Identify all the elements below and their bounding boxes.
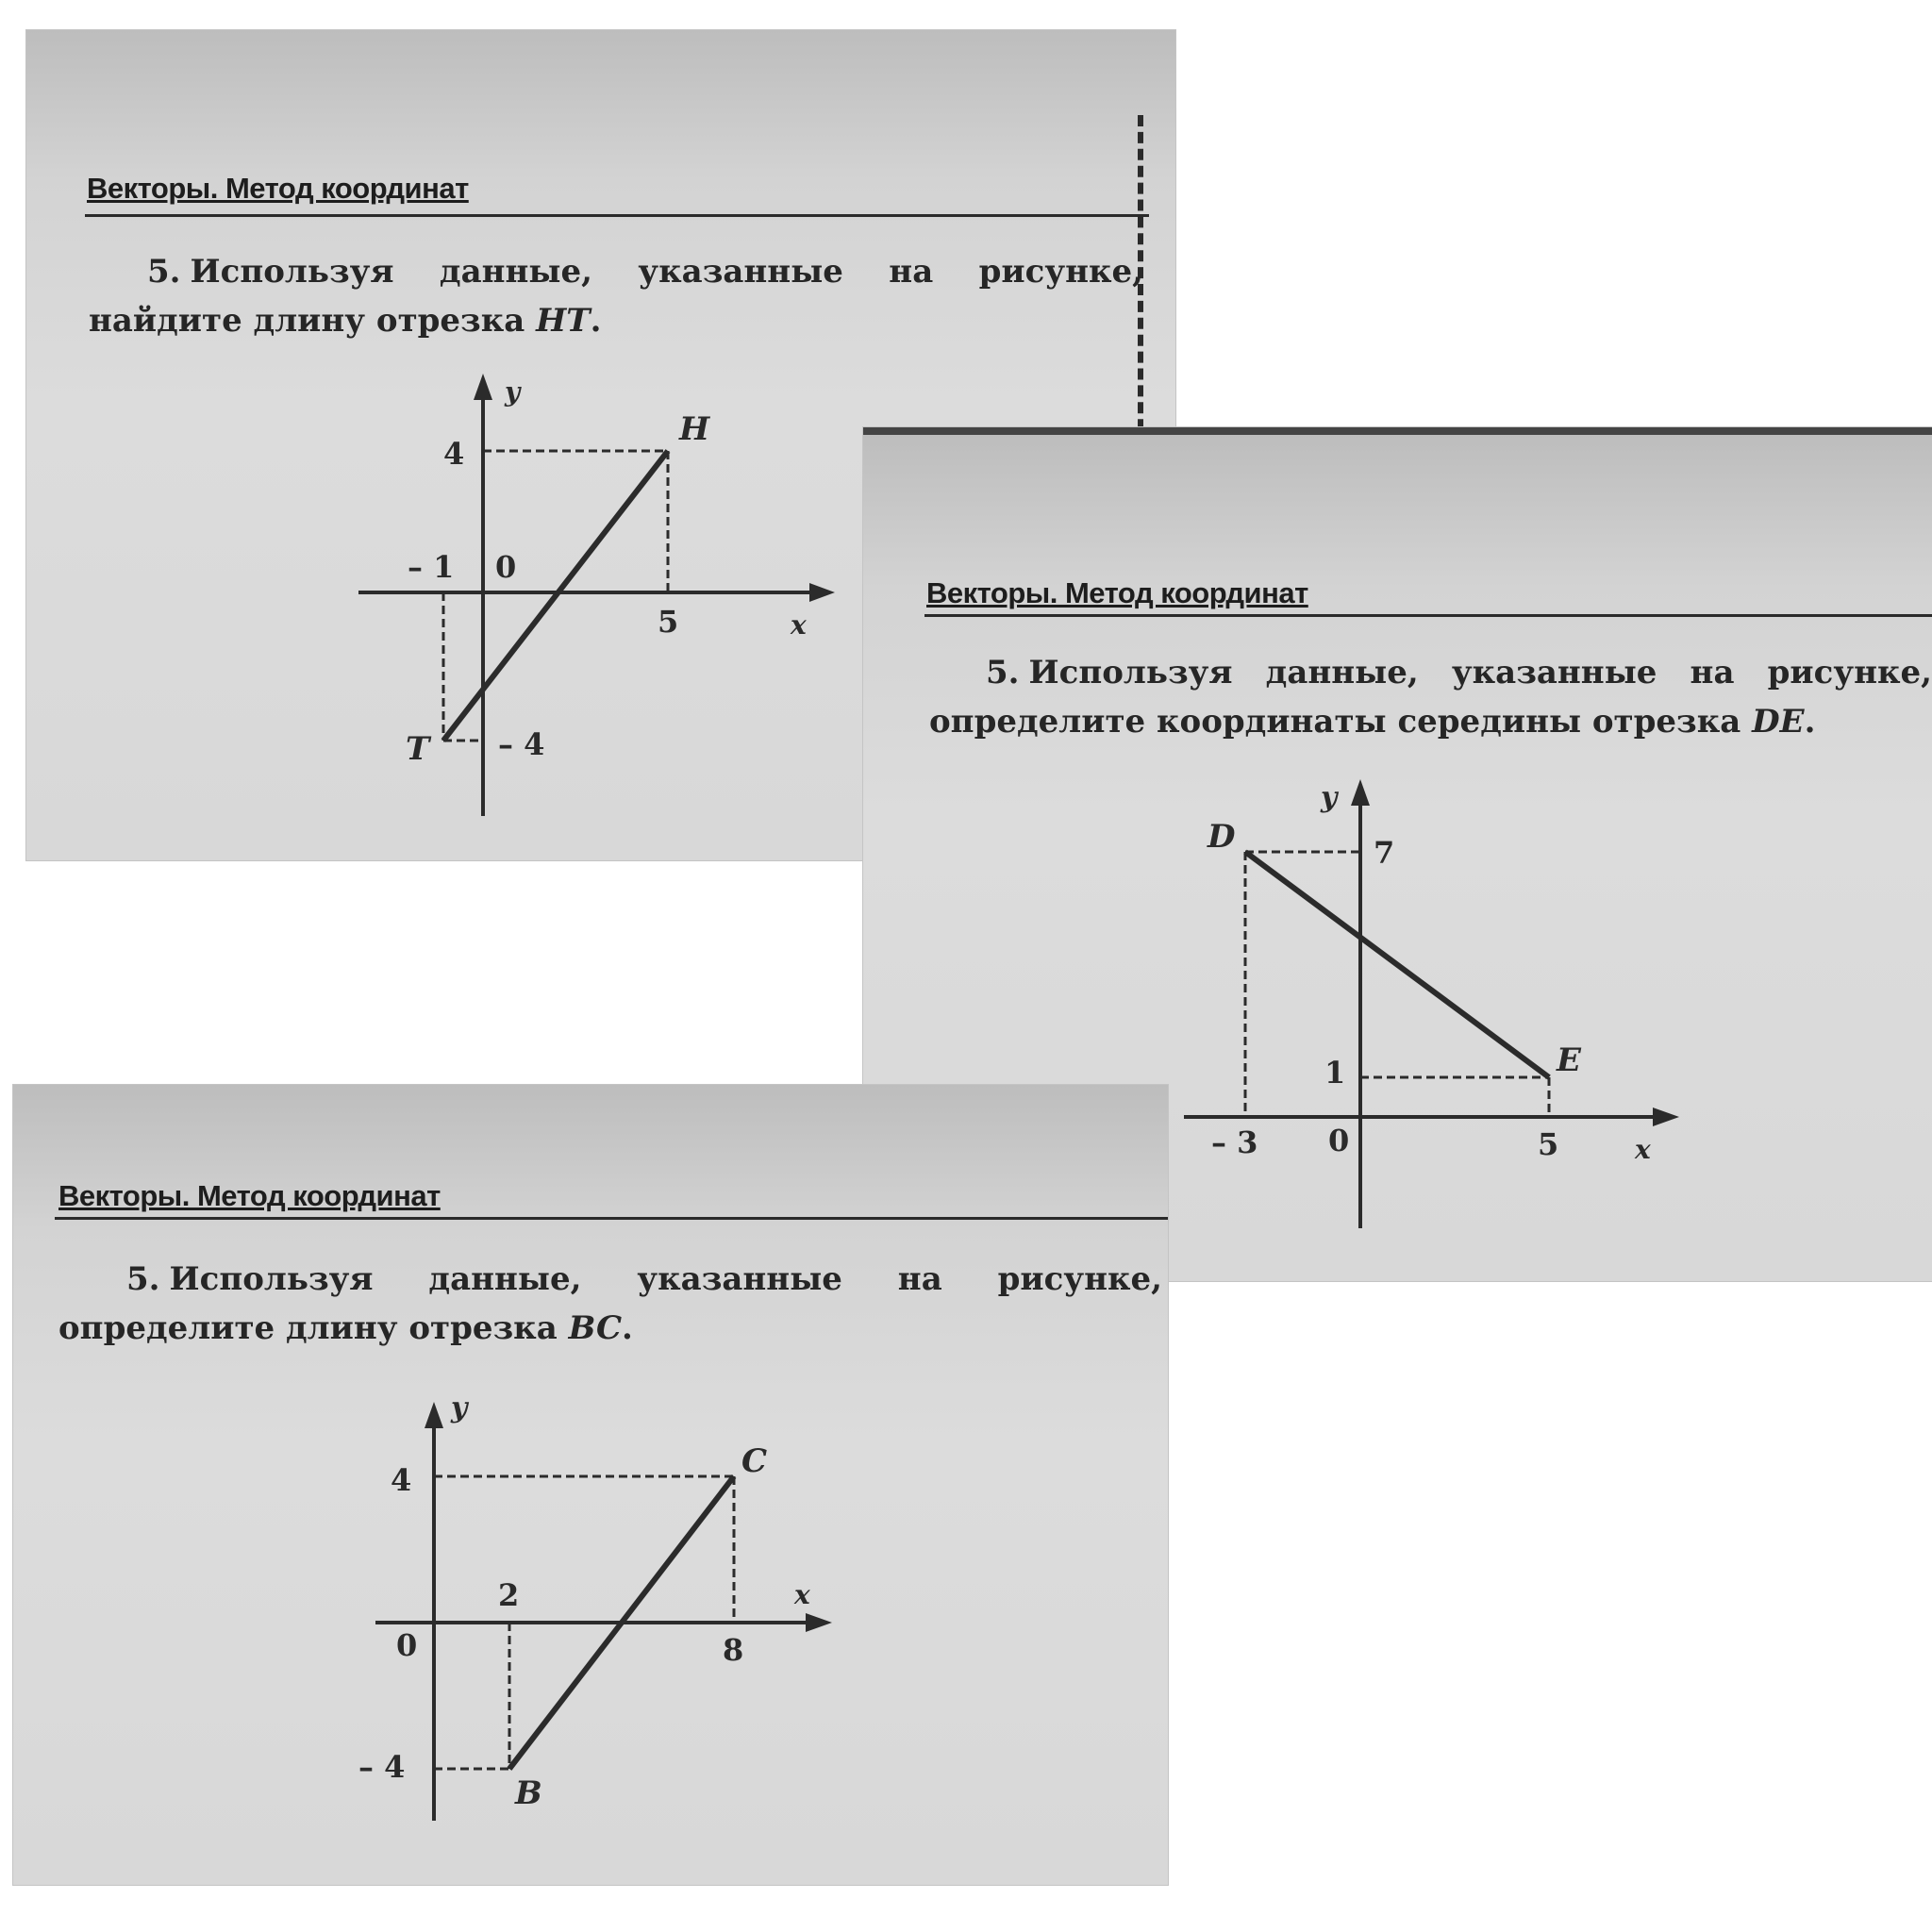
origin-label: 0 xyxy=(1328,1123,1350,1158)
tick-label: 5 xyxy=(1538,1126,1559,1162)
tick-label: 5 xyxy=(658,604,679,640)
problem-number: 5. xyxy=(147,253,181,291)
tick-label: – 1 xyxy=(408,549,455,585)
tick-label: 4 xyxy=(391,1462,412,1498)
problem-number: 5. xyxy=(986,654,1020,691)
axis-label-y: y xyxy=(451,1391,468,1424)
y-axis-arrow-icon xyxy=(425,1402,443,1428)
tick-label: 4 xyxy=(443,436,465,472)
tick-label: 2 xyxy=(498,1577,520,1613)
segment-name: BC xyxy=(568,1309,623,1347)
end-mark: . xyxy=(590,302,602,340)
tick-label: 8 xyxy=(723,1632,744,1668)
problem-statement: Используя данные, указанные на рисунке, найдите длину отрезка xyxy=(89,253,1143,340)
segment-name: DE xyxy=(1752,703,1805,741)
origin-label: 0 xyxy=(495,549,517,585)
problem-number: 5. xyxy=(126,1260,160,1298)
x-axis-arrow-icon xyxy=(806,1613,832,1632)
section-title: Векторы. Метод координат xyxy=(87,172,469,205)
axis-label-x: x xyxy=(791,609,807,641)
problem-statement: Используя данные, указанные на рисунке, определите длину отрезка xyxy=(58,1260,1162,1347)
point-label: C xyxy=(741,1442,768,1480)
axis-label-y: y xyxy=(505,376,521,408)
axis-label-y: y xyxy=(1321,781,1338,814)
origin-label: 0 xyxy=(396,1627,418,1663)
tick-label: – 3 xyxy=(1211,1124,1258,1160)
section-title: Векторы. Метод координат xyxy=(58,1179,441,1212)
tick-label: 1 xyxy=(1324,1055,1346,1091)
point-label: E xyxy=(1557,1041,1581,1079)
point-label: T xyxy=(406,730,430,768)
tick-label: 7 xyxy=(1374,835,1395,871)
end-mark: . xyxy=(622,1309,633,1347)
point-label: D xyxy=(1208,818,1236,856)
axis-label-x: x xyxy=(1635,1134,1651,1165)
segment-name: HT xyxy=(536,302,591,340)
tick-label: – 4 xyxy=(358,1749,406,1785)
axis-label-x: x xyxy=(794,1579,810,1610)
tick-label: – 4 xyxy=(498,726,545,762)
end-mark: . xyxy=(1804,703,1816,741)
point-label: H xyxy=(679,410,710,448)
point-label: B xyxy=(515,1774,542,1812)
section-title: Векторы. Метод координат xyxy=(926,576,1308,609)
problem-statement: Используя данные, указанные на рисунке, определите координаты середины отрезка xyxy=(929,654,1932,741)
